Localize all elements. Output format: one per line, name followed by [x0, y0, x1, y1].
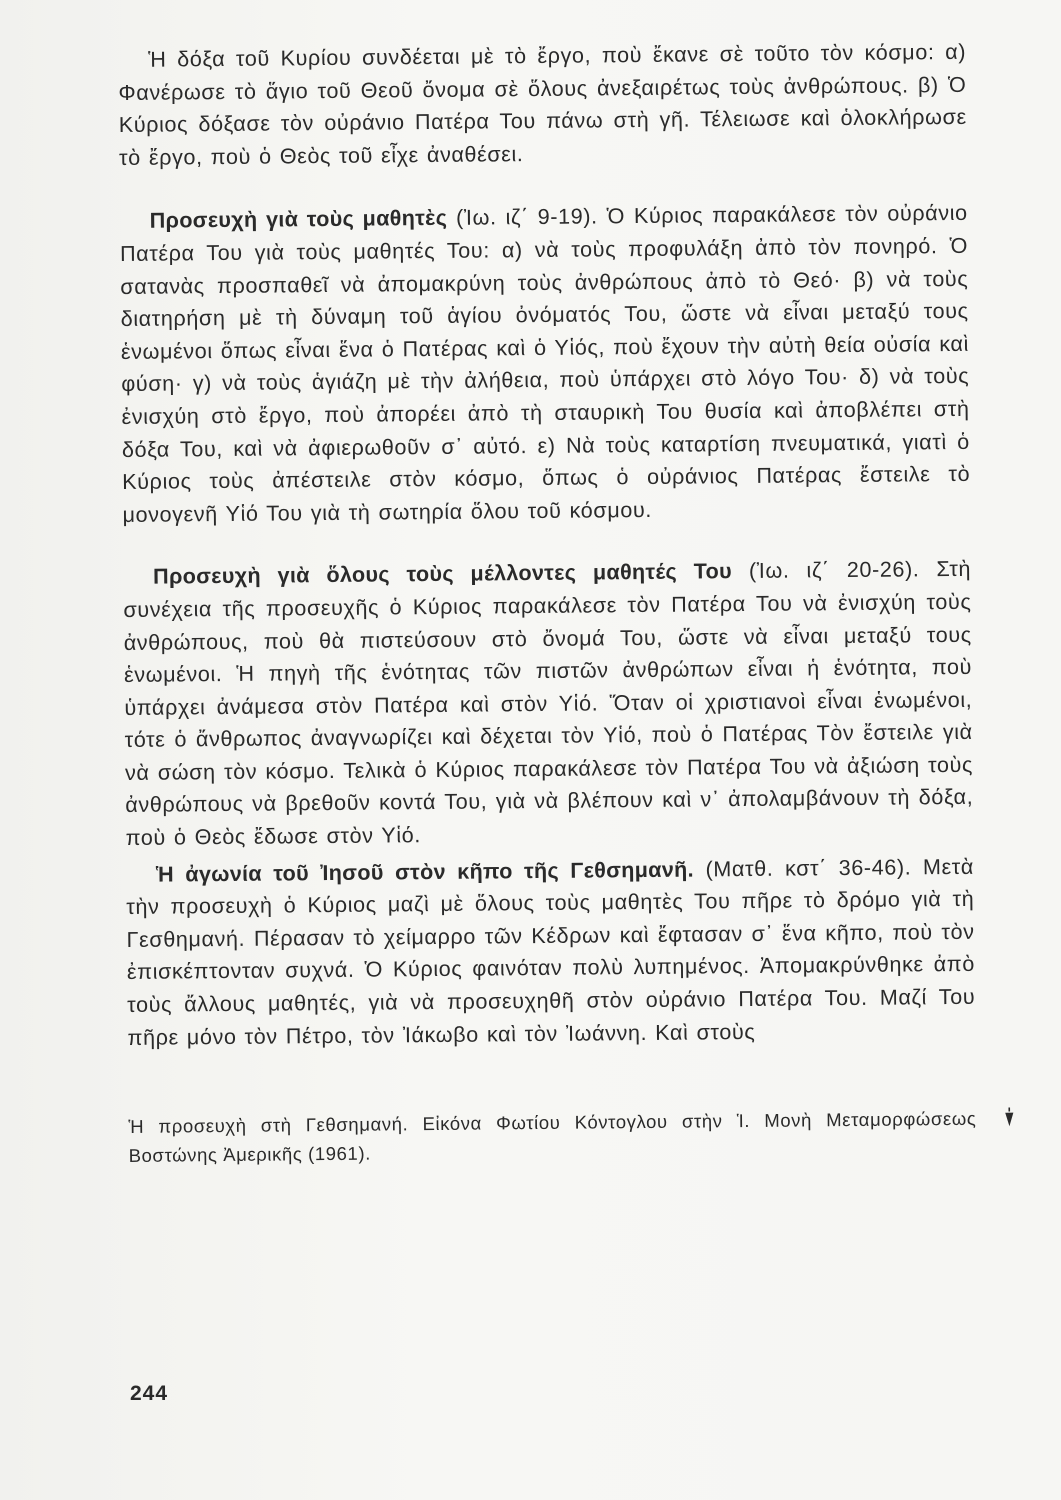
- text-column: [118, 36, 977, 1189]
- section-agony-gethsemane: [126, 850, 976, 1054]
- section-body: (Ματθ. κστ΄ 36-46). Μετὰ τὴν προσευχὴ ὁ Κύριος μαζὶ μὲ ὅλους τοὺς μαθητὲς Του πῆρε τὸ δρόμο γιὰ τὴ Γεσθημανή. Πέρασαν τὸ χείμαρρο τῶν Κέδρων καὶ ἔφτασαν σ᾽ ἕνα κῆπο, ποὺ τὸν ἐπισκέπτονταν συχνά. Ὁ Κύριος φαινόταν πολὺ λυπημένος. Ἀπομακρύνθηκε ἀπὸ τοὺς ἄλλους μαθητές, γιὰ νὰ προσευχηθῆ στὸν οὐράνιο Πατέρα Του. Μαζί Του πῆρε μόνο τὸν Πέτρο, τὸν Ἰάκωβο καὶ τὸν Ἰωάννη. Καὶ στοὺς: [126, 853, 976, 1050]
- section-prayer-for-disciples: [120, 197, 971, 531]
- figure-caption: [128, 1104, 977, 1170]
- section-body: (Ἰω. ιζ΄ 9-19). Ὁ Κύριος παρακάλεσε τὸν οὐράνιο Πατέρα Του γιὰ τοὺς μαθητές Του: α) νὰ τοὺς προφυλάξη ἀπὸ τὸν πονηρό. Ὁ σατανὰς προσπαθεῖ νὰ ἀπομακρύνη τοὺς ἀνθρώπους ἀπὸ τὸ Θεό· β) νὰ τοὺς διατηρήση μὲ τὴ δύναμη τοῦ ἁγίου ὀνόματός Του, ὥστε νὰ εἶναι μεταξύ τους ἑνωμένοι ὅπως εἶναι ἕνα ὁ Πατέρας καὶ ὁ Υἱός, ποὺ ἔχουν τὴν αὐτὴ θεία οὐσία καὶ φύση· γ) νὰ τοὺς ἁγιάζη μὲ τὴν ἀλήθεια, ποὺ ὑπάρχει στὸ λόγο Του· δ) νὰ τοὺς ἐνισχύη στὸ ἔργο, ποὺ ἀπορέει ἀπὸ τὴ σταυρικὴ Του θυσία καὶ ἀποβλέπει στὴ δόξα Του, καὶ νὰ ἀφιερωθοῦν σ᾽ αὐτό. ε) Νὰ τοὺς καταρτίση πνευματικά, γιατὶ ὁ Κύριος τοὺς ἀπέστειλε στὸν κόσμο, ὅπως ὁ οὐράνιος Πατέρας ἔστειλε τὸ μονογενῆ Υἱό Του γιὰ τὴ σωτηρία ὅλου τοῦ κόσμου.: [119, 200, 971, 527]
- section-body: (Ἰω. ιζ΄ 20-26). Στὴ συνέχεια τῆς προσευχῆς ὁ Κύριος παρακάλεσε τὸν Πατέρα Του νὰ ἐνισχύη τοὺς ἀνθρώπους, ποὺ θὰ πιστεύσουν στὸ ὄνομά Του, ὥστε νὰ εἶναι μεταξύ τους ἑνωμένοι. Ἡ πηγὴ τῆς ἑνότητας τῶν πιστῶν ἀνθρώπων εἶναι ἡ ἑνότητα, ποὺ ὑπάρχει ἀνάμεσα στὸν Πατέρα καὶ στὸν Υἱό. Ὅταν οἱ χριστιανοὶ εἶναι ἑνωμένοι, τότε ὁ ἄνθρωπος ἀναγνωρίζει καὶ δέχεται τὸν Υἱό, ποὺ ὁ Πατέρας Τὸν ἔστειλε γιὰ νὰ σώση τὸν κόσμο. Τελικὰ ὁ Κύριος παρακάλεσε τὸν Πατέρα Του νὰ ἀξιώση τοὺς ἀνθρώπους νὰ βρεθοῦν κοντά Του, γιὰ νὰ βλέπουν καὶ ν᾽ ἀπολαμβάνουν τὴ δόξα, ποὺ ὁ Θεὸς ἔδωσε στὸν Υἱό.: [123, 556, 974, 851]
- section-heading: Προσευχὴ γιὰ ὅλους τοὺς μέλλοντες μαθητές Του: [152, 558, 733, 589]
- section-prayer-for-future-disciples: [123, 553, 974, 854]
- section-heading: Προσευχὴ γιὰ τοὺς μαθητὲς: [149, 205, 448, 234]
- pointer-bullet-icon: [1004, 1108, 1014, 1128]
- figure-caption-text: Ἡ προσευχὴ στὴ Γεθσημανή. Εἰκόνα Φωτίου Κόντογλου στὴν Ἱ. Μονὴ Μεταμορφώσεως Βοστώνης Ἀμερικῆς (1961).: [128, 1108, 977, 1167]
- paragraph-intro: Ἡ δόξα τοῦ Κυρίου συνδέεται μὲ τὸ ἔργο, ποὺ ἔκανε σὲ τοῦτο τὸν κόσμο: α) Φανέρωσε τὸ ἅγιο τοῦ Θεοῦ ὄνομα σὲ ὅλους ἀνεξαιρέτως τοὺς ἀνθρώπους. β) Ὁ Κύριος δόξασε τὸν οὐράνιο Πατέρα Του πάνω στὴ γῆ. Τέλειωσε καὶ ὁλοκλήρωσε τὸ ἔργο, ποὺ ὁ Θεὸς τοῦ εἶχε ἀναθέσει.: [118, 38, 967, 170]
- section-heading: Ἡ ἀγωνία τοῦ Ἰησοῦ στὸν κῆπο τῆς Γεθσημανῆ.: [155, 856, 695, 887]
- page-number: 244: [130, 1382, 169, 1405]
